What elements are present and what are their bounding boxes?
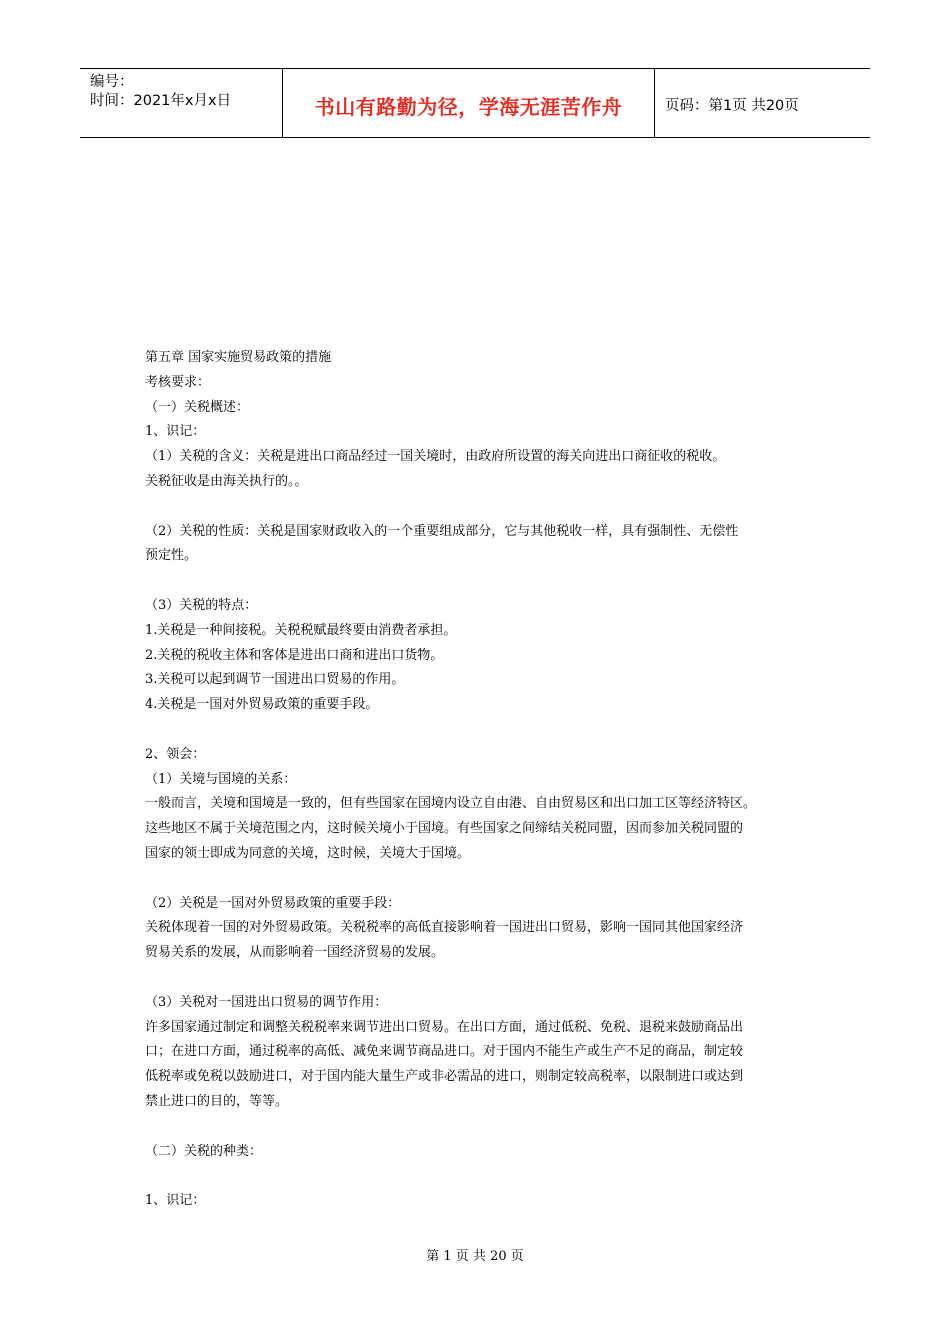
text-line: 1.关税是一种间接税。关税税赋最终要由消费者承担。 bbox=[145, 622, 457, 638]
text-line: 口；在进口方面，通过税率的高低、减免来调节商品进口。对于国内不能生产或生产不足的商品，制定较 bbox=[145, 1044, 744, 1060]
text-line: 2、领会： bbox=[145, 746, 206, 762]
text-line: （3）关税对一国进出口贸易的调节作用： bbox=[145, 994, 388, 1010]
text-line: （3）关税的特点： bbox=[145, 597, 258, 613]
blank-line bbox=[145, 1115, 825, 1140]
text-line: 第五章 国家实施贸易政策的措施 bbox=[145, 350, 332, 365]
document-time: 时间：2021年x月x日 bbox=[90, 93, 232, 109]
text-line: 1、识记： bbox=[145, 424, 206, 440]
text-line: 国家的领士即成为同意的关境，这时候，关境大于国境。 bbox=[145, 845, 471, 861]
blank-line bbox=[145, 495, 825, 520]
text-line: 1、识记： bbox=[145, 1193, 206, 1209]
text-line: （二）关税的种类： bbox=[145, 1143, 263, 1159]
text-line: 预定性。 bbox=[145, 548, 198, 564]
text-line: 关税征收是由海关执行的。。 bbox=[145, 473, 308, 489]
text-line: 禁止进口的目的，等等。 bbox=[145, 1093, 289, 1109]
text-line: 低税率或免税以鼓励进口，对于国内能大量生产或非必需品的进口，则制定较高税率，以限制进口或达到 bbox=[145, 1069, 744, 1085]
text-line: （一）关税概述： bbox=[145, 399, 250, 415]
text-line: 这些地区不属于关境范围之内，这时候关境小于国境。有些国家之间缔结关税同盟，因而参加关税同盟的 bbox=[145, 821, 744, 837]
header-table bbox=[80, 68, 870, 138]
header-page-info: 页码：第1页 共20页 bbox=[665, 97, 799, 114]
header-meta bbox=[80, 69, 282, 137]
header-motto: 书山有路勤为径，学海无涯苦作舟 bbox=[282, 69, 655, 137]
text-line: 贸易关系的发展，从而影响着一国经济贸易的发展。 bbox=[145, 945, 445, 961]
text-line: 3.关税可以起到调节一国进出口贸易的作用。 bbox=[145, 672, 405, 688]
text-line: （2）关税是一国对外贸易政策的重要手段： bbox=[145, 895, 401, 911]
text-line: 一般而言，关境和国境是一致的，但有些国家在国境内设立自由港、自由贸易区和出口加工区等经济特区。 bbox=[145, 796, 757, 812]
text-line: 4.关税是一国对外贸易政策的重要手段。 bbox=[145, 697, 379, 713]
document-number: 编号： bbox=[90, 74, 134, 90]
blank-line bbox=[145, 569, 825, 594]
text-line: （1）关税的含义：关税是进出口商品经过一国关境时，由政府所设置的海关向进出口商征收的税收。 bbox=[145, 449, 726, 465]
text-line: 关税体现着一国的对外贸易政策。关税税率的高低直接影响着一国进出口贸易，影响一国同其他国家经济 bbox=[145, 920, 744, 936]
text-line: 许多国家通过制定和调整关税税率来调节进出口贸易。在出口方面，通过低税、免税、退税来鼓励商品出 bbox=[145, 1019, 744, 1035]
text-line: （2）关税的性质：关税是国家财政收入的一个重要组成部分，它与其他税收一样，具有强制性、无偿性 bbox=[145, 523, 739, 539]
blank-line bbox=[145, 718, 825, 743]
text-line: （1）关境与国境的关系： bbox=[145, 771, 297, 787]
page-footer: 第 1 页 共 20 页 bbox=[426, 1249, 524, 1264]
blank-line bbox=[145, 867, 825, 892]
text-line: 2.关税的税收主体和客体是进出口商和进出口货物。 bbox=[145, 647, 444, 663]
text-line: 考核要求： bbox=[145, 374, 211, 390]
blank-line bbox=[145, 966, 825, 991]
blank-line bbox=[145, 1164, 825, 1189]
document-body bbox=[145, 346, 825, 1214]
